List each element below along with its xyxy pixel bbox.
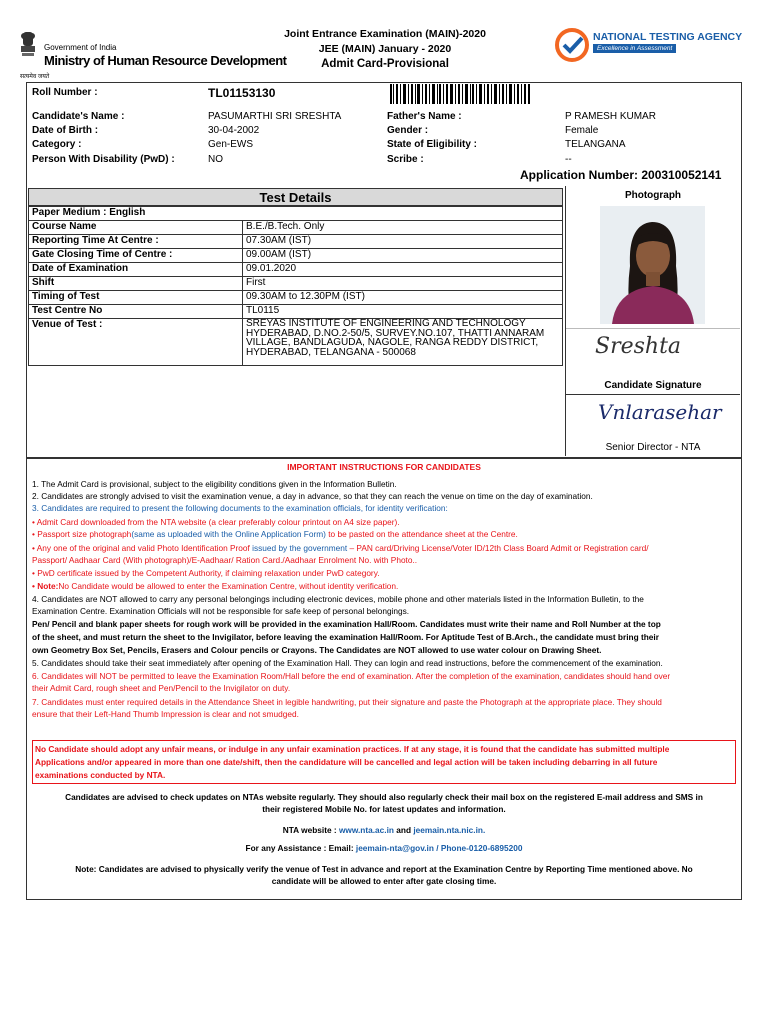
ministry-logo bbox=[18, 30, 287, 80]
warning-line: Applications and/or appeared in more than one date/shift, then the candidature will be cancelled and legal action will be taken including debarring in all future bbox=[35, 757, 658, 767]
row-key: Timing of Test bbox=[29, 291, 243, 305]
gender-label: Gender : bbox=[387, 125, 429, 136]
instruction-1: 1. The Admit Card is provisional, subject to the eligibility conditions given in the Information Bulletin. bbox=[32, 479, 397, 489]
venue-line: VILLAGE, BANDLAGUDA, NAGOLE, RANGA REDDY DISTRICT, bbox=[246, 337, 539, 348]
table-row bbox=[29, 249, 563, 263]
row-key: Shift bbox=[29, 277, 243, 291]
row-value: TL0115 bbox=[243, 305, 563, 319]
website-link-1[interactable]: www.nta.ac.in bbox=[338, 825, 394, 835]
note-line-2: candidate will be allowed to enter after gate closing time. bbox=[271, 876, 497, 886]
director-label: Senior Director - NTA bbox=[605, 442, 701, 453]
pwd-label: Person With Disability (PwD) : bbox=[32, 154, 175, 165]
instruction-4d: of the sheet, and must return the sheet to the Invigilator, before leaving the examination Hall/Room. For Aptitude Test of B.Arch., the candidate must bring their bbox=[32, 632, 659, 642]
instruction-7a: 7. Candidates must enter required details in the Attendance Sheet in legible handwriting, put their signature and paste the Photograph at the appropriate place. They should bbox=[32, 697, 662, 707]
website-link-2[interactable]: jeemain.nta.nic.in. bbox=[413, 825, 486, 835]
warning-line: examinations conducted by NTA. bbox=[35, 770, 166, 780]
candidate-photo bbox=[600, 206, 705, 324]
nta-check-icon bbox=[555, 28, 589, 62]
bullet-note bbox=[32, 580, 398, 592]
table-row bbox=[29, 263, 563, 277]
row-value: 09.00AM (IST) bbox=[243, 249, 563, 263]
table-row bbox=[29, 221, 563, 235]
paper-medium: Paper Medium : English bbox=[29, 207, 563, 221]
bullet-text: • Passport size photograph bbox=[32, 529, 132, 539]
row-key: Course Name bbox=[29, 221, 243, 235]
bullet-id-proof bbox=[32, 542, 649, 554]
table-row bbox=[29, 319, 563, 366]
father-value: P RAMESH KUMAR bbox=[565, 111, 656, 122]
dob-label: Date of Birth : bbox=[32, 125, 99, 136]
scribe-value: -- bbox=[565, 154, 572, 165]
row-value: 09.01.2020 bbox=[243, 263, 563, 277]
roll-label: Roll Number : bbox=[32, 87, 98, 98]
dob-value: 30-04-2002 bbox=[208, 125, 260, 136]
barcode bbox=[390, 84, 530, 104]
ministry-small-label: Government of India bbox=[44, 43, 117, 52]
venue-value bbox=[243, 319, 563, 366]
bullet-pwd: • PwD certificate issued by the Competent Authority, if claiming relaxation under PwD category. bbox=[32, 568, 380, 578]
application-value: 200310052141 bbox=[641, 168, 722, 182]
vertical-divider bbox=[565, 186, 566, 456]
candidate-signature: Sreshta bbox=[595, 334, 682, 359]
row-key: Gate Closing Time of Centre : bbox=[29, 249, 243, 263]
exam-session: JEE (MAIN) January - 2020 bbox=[318, 43, 452, 55]
table-row bbox=[29, 207, 563, 221]
bullet-text: • Any one of the original and valid Photo Identification Proof bbox=[32, 543, 253, 553]
instruction-3: 3. Candidates are required to present the following documents to the examination officials, for identity verification: bbox=[32, 503, 448, 513]
state-value: TELANGANA bbox=[565, 139, 626, 150]
table-row bbox=[29, 277, 563, 291]
ministry-motto: सत्यमेव जयते bbox=[20, 74, 50, 80]
assistance-label: For any Assistance : Email: bbox=[245, 843, 356, 853]
row-key: Reporting Time At Centre : bbox=[29, 235, 243, 249]
assistance-contact[interactable]: jeemain-nta@gov.in / Phone-0120-6895200 bbox=[355, 843, 523, 853]
table-row bbox=[29, 291, 563, 305]
instruction-6b: their Admit Card, rough sheet and Pen/Pencil to the Invigilator on duty. bbox=[32, 683, 291, 693]
instructions-title: IMPORTANT INSTRUCTIONS FOR CANDIDATES bbox=[287, 462, 481, 472]
row-value: First bbox=[243, 277, 563, 291]
director-signature: Vnlarasehar bbox=[598, 400, 722, 424]
row-value: 07.30AM (IST) bbox=[243, 235, 563, 249]
row-key: Test Centre No bbox=[29, 305, 243, 319]
scribe-label: Scribe : bbox=[387, 154, 424, 165]
bullet-text: issued by the government bbox=[252, 543, 348, 553]
national-emblem-icon bbox=[18, 30, 38, 70]
section-divider bbox=[26, 458, 742, 459]
assistance-line bbox=[26, 842, 742, 854]
state-label: State of Eligibility : bbox=[387, 139, 478, 150]
gender-value: Female bbox=[565, 125, 599, 136]
warning-line: No Candidate should adopt any unfair means, or indulge in any unfair examination practices. If at any stage, it is found that the candidate has submitted multiple bbox=[35, 744, 670, 754]
instruction-6a: 6. Candidates will NOT be permitted to leave the Examination Room/Hall before the end of examination. After the completion of the examination, candidates should hand over bbox=[32, 671, 671, 681]
nta-logo bbox=[555, 28, 755, 64]
bullet-text: No Candidate would be allowed to enter the Examination Centre, without identity verification. bbox=[58, 581, 399, 591]
row-value: 09.30AM to 12.30PM (IST) bbox=[243, 291, 563, 305]
agency-name: NATIONAL TESTING AGENCY bbox=[593, 31, 743, 43]
venue-line: SREYAS INSTITUTE OF ENGINEERING AND TECHNOLOGY bbox=[246, 318, 526, 329]
name-value: PASUMARTHI SRI SRESHTA bbox=[208, 111, 342, 122]
test-details-title: Test Details bbox=[28, 188, 563, 206]
venue-line: HYDERABAD, D.NO.2-50/5, SURVEY.NO.107, THATTI ANNARAM bbox=[246, 327, 545, 339]
venue-label: Venue of Test : bbox=[29, 319, 243, 366]
website-and: and bbox=[393, 825, 414, 835]
agency-tagline: Excellence in Assessment bbox=[593, 44, 676, 53]
row-value: B.E./B.Tech. Only bbox=[243, 221, 563, 235]
name-label: Candidate's Name : bbox=[32, 111, 125, 122]
candidate-signature-label: Candidate Signature bbox=[604, 380, 702, 391]
bullet-admit-card: • Admit Card downloaded from the NTA website (a clear preferably colour printout on A4 size paper). bbox=[32, 517, 400, 527]
ministry-name: Ministry of Human Resource Development bbox=[44, 53, 287, 68]
application-label: Application Number: bbox=[520, 168, 639, 182]
card-type: Admit Card-Provisional bbox=[321, 58, 449, 70]
exam-title: Joint Entrance Examination (MAIN)-2020 bbox=[284, 28, 486, 40]
instruction-4e: own Geometry Box Set, Pencils, Erasers and Colour pencils or Crayons. The Candidates are NOT allowed to use water colour on Drawing Sheet. bbox=[32, 645, 602, 655]
venue-line: HYDERABAD, TELANGANA - 500068 bbox=[246, 346, 416, 358]
instruction-5: 5. Candidates should take their seat immediately after opening of the Examination Hall. They can login and read instructions, before the commencement of the examination. bbox=[32, 658, 663, 668]
roll-value: TL01153130 bbox=[208, 86, 276, 100]
exam-title-block bbox=[230, 27, 540, 72]
category-label: Category : bbox=[32, 139, 82, 150]
unfair-means-warning bbox=[32, 740, 736, 784]
instruction-4c: Pen/ Pencil and blank paper sheets for rough work will be provided in the examination Hall/Room. Candidates must write their name and Roll Number at the top bbox=[32, 619, 661, 629]
category-value: Gen-EWS bbox=[208, 139, 254, 150]
note-line-1: Note: Candidates are advised to physically verify the venue of Test in advance and report at the Examination Centre by Reporting Time mentioned above. No bbox=[75, 864, 693, 874]
application-number bbox=[520, 168, 721, 182]
instruction-4b: Examination Centre. Examination Officials will not be responsible for safe keep of personal belongings. bbox=[32, 606, 410, 616]
bullet-text: (same as uploaded with the Online Application Form) bbox=[131, 529, 326, 539]
website-label: NTA website : bbox=[282, 825, 339, 835]
table-row bbox=[29, 235, 563, 249]
test-details-table bbox=[28, 206, 563, 366]
bullet-text: – PAN card/Driving License/Voter ID/12th Class Board Admit or Registration card/ bbox=[347, 543, 649, 553]
instruction-2: 2. Candidates are strongly advised to visit the examination venue, a day in advance, so that they can reach the venue on time on the day of examination. bbox=[32, 491, 593, 501]
pwd-value: NO bbox=[208, 154, 223, 165]
advice-line-1: Candidates are advised to check updates on NTAs website regularly. They should also regularly check their mail box on the registered E-mail address and SMS in bbox=[65, 792, 703, 802]
father-label: Father's Name : bbox=[387, 111, 462, 122]
photo-label: Photograph bbox=[624, 190, 682, 201]
nta-website-line bbox=[26, 824, 742, 836]
instruction-7b: ensure that their Left-Hand Thumb Impression is clear and not smudged. bbox=[32, 709, 299, 719]
sign-divider bbox=[566, 328, 740, 329]
advice-line-2: their registered Mobile No. for latest updates and information. bbox=[262, 804, 506, 814]
bullet-text: • Note: bbox=[32, 581, 59, 591]
bullet-id-proof-cont: Passport/ Aadhaar Card (With photograph)/E-Aadhaar/ Ration Card./Aadhaar Enrolment No. with Photo.. bbox=[32, 555, 418, 565]
instruction-4a: 4. Candidates are NOT allowed to carry any personal belongings including electronic devices, mobile phone and other materials listed in the Information Bulletin, to the bbox=[32, 594, 644, 604]
bullet-text: to be pasted on the attendance sheet at the Centre. bbox=[325, 529, 518, 539]
row-key: Date of Examination bbox=[29, 263, 243, 277]
sign-divider-2 bbox=[566, 394, 740, 395]
table-row bbox=[29, 305, 563, 319]
bullet-photo bbox=[32, 528, 518, 540]
